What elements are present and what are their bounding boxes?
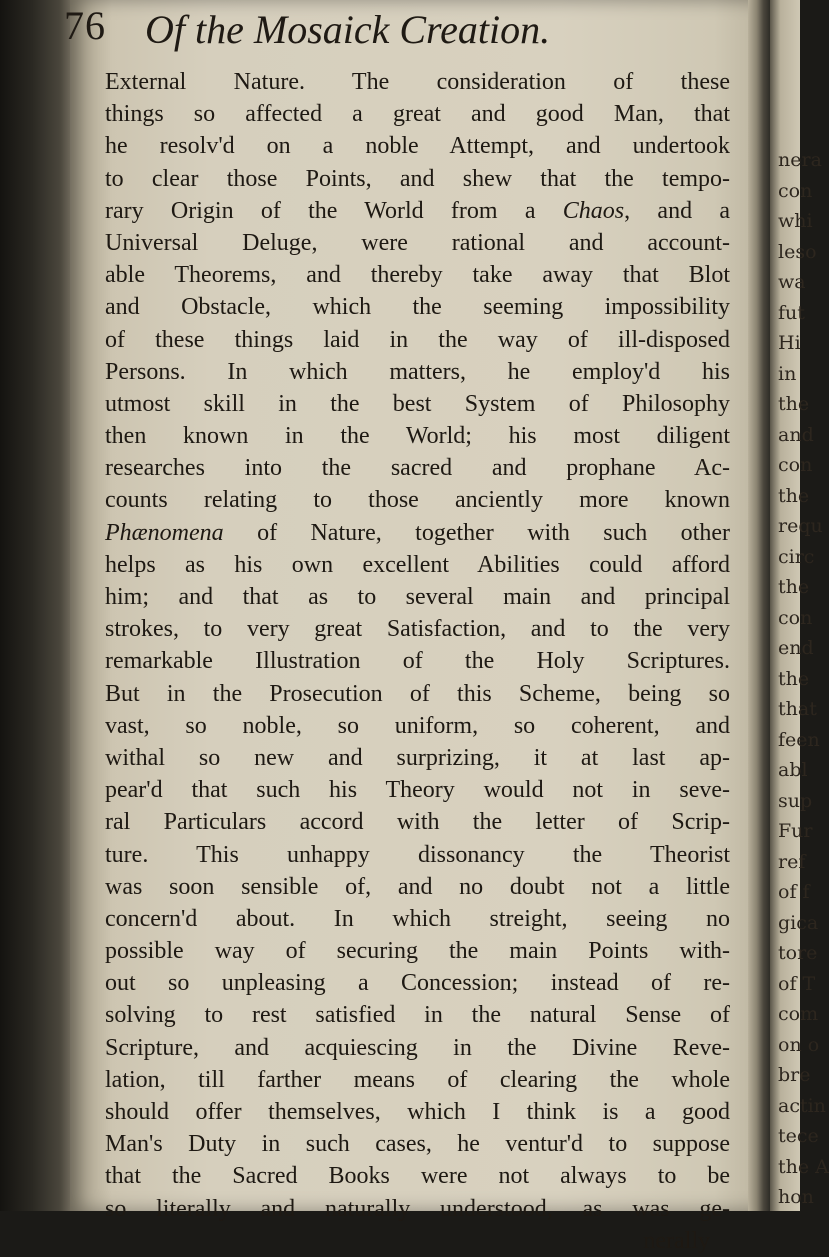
next-page-fragment: fut [778,301,805,324]
text-line: then known in the World; his most diligent [105,423,730,450]
body-text [105,66,730,1257]
next-page-fragment: Hi [778,332,801,354]
next-page-fragment: con [778,454,813,476]
text-line: concern'd about. In which streight, seeing no [105,905,730,932]
text-line: him; and that as to several main and principal [105,584,730,610]
next-page-fragment: the [778,576,810,598]
text-line: lation, till farther means of clearing the whole [105,1066,730,1093]
next-page-fragment: and [778,423,814,446]
next-page-fragment: tore [778,942,818,964]
text-line: remarkable Illustration of the Holy Scriptures. [105,648,730,675]
text-line: was soon sensible of, and no doubt not a little [105,873,730,900]
next-page-fragment: nera [778,149,822,171]
next-page-fragment: wa [778,271,806,293]
text-line: counts relating to those anciently more known [105,487,730,514]
next-page-fragment: of f [778,881,810,903]
text-line: Universal Deluge, were rational and account- [105,229,730,256]
text-line: pear'd that such his Theory would not in seve- [105,777,730,804]
next-page-fragment: of T [778,972,816,995]
running-head: Of the Mosaick Creation. [145,7,551,52]
next-page-edge [770,0,829,1211]
next-page-fragment: the [778,393,810,415]
next-page-fragment: end [778,637,814,659]
text-line: utmost skill in the best System of Philosophy [105,390,730,417]
catchword: nerally [643,1227,710,1254]
text-line: Man's Duty in such cases, he ventur'd to suppose [105,1131,730,1158]
next-page-fragment: the A [778,1155,829,1178]
text-line: But in the Prosecution of this Scheme, being so [105,680,730,707]
italic-term: Chaos [562,197,625,224]
text-line: strokes, to very great Satisfaction, and to the very [105,616,730,643]
next-page-fragment: ref [778,850,806,873]
next-page-fragment: in [778,362,797,385]
text-line: Phænomena of Nature, together with such other [105,519,730,546]
page-fold [748,0,770,1211]
next-page-fragment: the [778,667,810,690]
text-line: that the Sacred Books were not always to be [105,1163,730,1190]
text-line: able Theorems, and thereby take away that Blot [105,262,730,289]
text-line: of these things laid in the way of ill-disposed [105,326,730,353]
next-page-fragment: leso [778,240,817,263]
next-page-fragment: on o [778,1033,820,1056]
text-line: vast, so noble, so uniform, so coherent, and [105,712,730,739]
text-line: External Nature. The consideration of these [105,69,730,95]
next-page-fragment: requ [778,515,823,537]
page-number: 76 [64,3,106,48]
text-line: things so affected a great and good Man, that [105,101,730,128]
text-line: withal so new and surprizing, it at last ap- [105,744,730,771]
next-page-fragment: tece [778,1125,819,1147]
next-page-fragment: the [778,484,810,507]
next-page-fragment: bre [778,1064,811,1086]
text-line: researches into the sacred and prophane Ac- [105,455,730,482]
next-page-fragment: sup [778,789,813,812]
text-line: so literally and naturally understood, as was ge- [105,1195,730,1222]
next-page-fragment: feen [778,728,820,751]
next-page-fragment: hon [778,1186,814,1208]
next-page-fragment: gica [778,911,819,934]
next-page-fragment: con [778,606,813,629]
text-line: rary Origin of the World from a Chaos, and a [105,197,730,224]
text-line: Persons. In which matters, he employ'd his [105,358,730,385]
next-page-fragment: whi [778,210,813,232]
text-line: he resolv'd on a noble Attempt, and undertook [105,133,730,160]
text-line: to clear those Points, and shew that the tempo- [105,165,730,192]
next-page-fragment: actin [778,1094,826,1117]
text-line: Scripture, and acquiescing in the Divine Reve- [105,1034,730,1061]
next-page-fragment: abl [778,759,808,781]
italic-term: Phænomena [105,519,224,546]
text-line: and Obstacle, which the seeming impossibility [105,294,730,321]
book-gutter-shadow [0,0,80,1211]
next-page-fragment: Fur [778,820,813,842]
next-page-fragment: com [778,1003,819,1025]
text-line: helps as his own excellent Abilities could afford [105,551,730,578]
text-line: ture. This unhappy dissonancy the Theorist [105,841,730,868]
next-page-fragment: circ [778,545,815,568]
text-line: solving to rest satisfied in the natural Sense of [105,1002,730,1029]
text-line: out so unpleasing a Concession; instead of re- [105,970,730,997]
text-line: ral Particulars accord with the letter of Scrip- [105,809,730,836]
text-line: should offer themselves, which I think is a good [105,1099,730,1125]
next-page-fragment: con [778,179,813,202]
next-page-fragment: that [778,698,817,720]
text-line: possible way of securing the main Points with- [105,938,730,965]
